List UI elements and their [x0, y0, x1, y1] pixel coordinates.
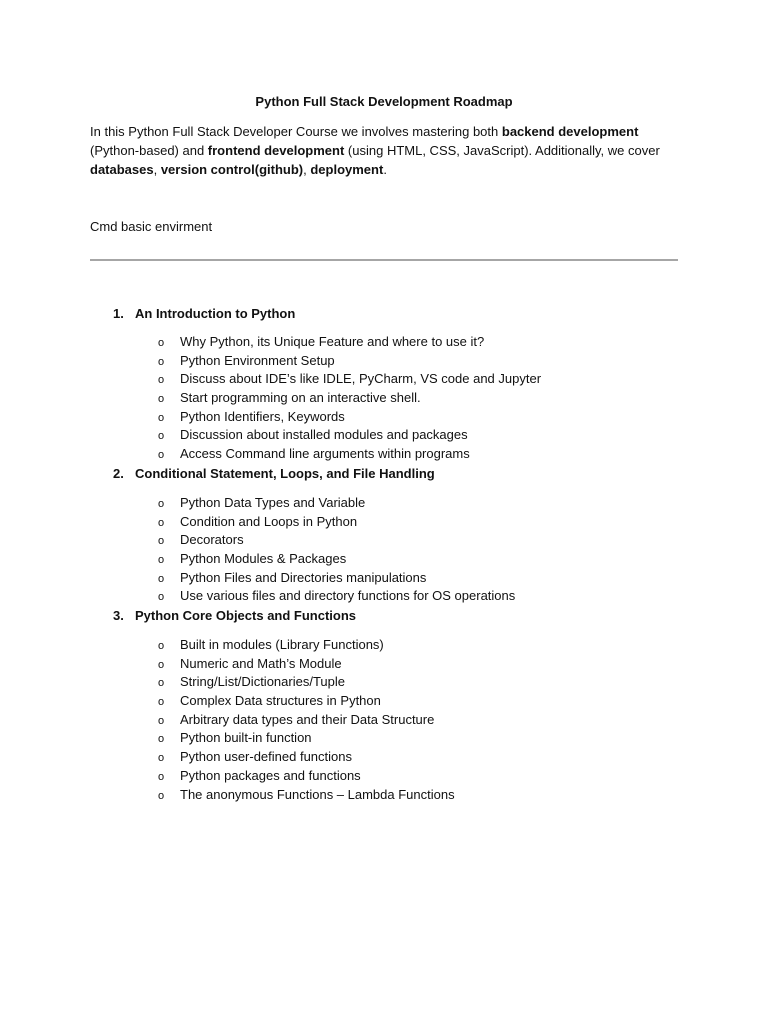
- bullet-circle-icon: o: [158, 498, 165, 510]
- bullet-circle-icon: o: [158, 393, 165, 406]
- list-item: [158, 550, 515, 569]
- intro-text: .: [383, 162, 387, 177]
- section-bullet-list: [158, 494, 515, 606]
- list-item-text: Discuss about IDE’s like IDLE, PyCharm, VS code and Jupyter: [180, 371, 542, 387]
- bullet-circle-icon: o: [158, 535, 165, 548]
- list-item-text: Access Command line arguments within programs: [180, 446, 470, 462]
- list-item: [158, 673, 455, 692]
- list-item-text: Python Environment Setup: [180, 352, 335, 368]
- list-item: [158, 426, 541, 445]
- bullet-circle-icon: o: [158, 752, 165, 765]
- list-item: [158, 352, 541, 371]
- list-item-text: Discussion about installed modules and packages: [180, 427, 468, 443]
- list-item: [158, 636, 455, 655]
- list-item-text: Why Python, its Unique Feature and where to use it?: [180, 334, 485, 349]
- section-number: 3.: [113, 608, 124, 623]
- list-item-text: Arbitrary data types and their Data Structure: [180, 711, 435, 727]
- list-item: [158, 333, 541, 352]
- list-item: [158, 389, 541, 408]
- section-bullet-list: [158, 333, 541, 464]
- bullet-circle-icon: o: [158, 572, 165, 585]
- intro-bold-backend: backend development: [501, 124, 639, 139]
- intro-bold-frontend: frontend development: [207, 143, 345, 158]
- section-title: An Introduction to Python: [135, 306, 296, 321]
- list-item: [158, 767, 455, 786]
- list-item-text: Python Files and Directories manipulations: [180, 569, 427, 585]
- list-item: [158, 587, 515, 606]
- list-item: [158, 729, 455, 748]
- list-item-text: Python Identifiers, Keywords: [180, 408, 345, 424]
- bullet-circle-icon: o: [158, 516, 165, 529]
- horizontal-divider: [90, 259, 678, 261]
- list-item: [158, 531, 515, 550]
- list-item: [158, 655, 455, 674]
- section-number: 2.: [113, 466, 124, 481]
- list-item-text: Decorators: [180, 532, 244, 548]
- bullet-circle-icon: o: [158, 449, 165, 462]
- list-item-text: The anonymous Functions – Lambda Functions: [180, 786, 455, 802]
- list-item-text: Condition and Loops in Python: [180, 513, 358, 529]
- section-heading: [113, 305, 295, 323]
- bullet-circle-icon: o: [158, 714, 165, 727]
- list-item-text: Python packages and functions: [180, 767, 361, 783]
- bullet-circle-icon: o: [158, 770, 165, 783]
- document-title: Python Full Stack Development Roadmap: [255, 94, 513, 109]
- bullet-circle-icon: o: [158, 374, 165, 387]
- bullet-circle-icon: o: [158, 337, 165, 349]
- intro-paragraph: [90, 122, 678, 179]
- bullet-circle-icon: o: [158, 355, 165, 368]
- section-heading: [113, 607, 356, 625]
- list-item: [158, 786, 455, 805]
- list-item-text: Use various files and directory functions for OS operations: [180, 588, 516, 604]
- list-item: [158, 513, 515, 532]
- list-item-text: Python Data Types and Variable: [180, 495, 366, 510]
- list-item-text: Python Modules & Packages: [180, 551, 347, 567]
- list-item-text: Built in modules (Library Functions): [180, 637, 384, 652]
- list-item-text: String/List/Dictionaries/Tuple: [180, 674, 345, 690]
- list-item: [158, 408, 541, 427]
- bullet-circle-icon: o: [158, 640, 165, 652]
- bullet-circle-icon: o: [158, 591, 165, 604]
- list-item-text: Start programming on an interactive shell.: [180, 390, 421, 406]
- intro-bold-version-control: version control(github): [160, 162, 304, 177]
- bullet-circle-icon: o: [158, 430, 165, 443]
- intro-bold-deployment: deployment: [310, 162, 384, 177]
- intro-bold-databases: databases: [90, 162, 154, 177]
- bullet-circle-icon: o: [158, 411, 165, 424]
- bullet-circle-icon: o: [158, 658, 165, 671]
- section-title: Conditional Statement, Loops, and File Handling: [135, 466, 435, 481]
- intro-text: ,: [153, 162, 161, 177]
- section-title: Python Core Objects and Functions: [135, 608, 357, 623]
- list-item-text: Numeric and Math’s Module: [180, 655, 342, 671]
- list-item-text: Python user-defined functions: [180, 749, 352, 765]
- bullet-circle-icon: o: [158, 789, 165, 802]
- bullet-circle-icon: o: [158, 733, 165, 746]
- intro-text: In this Python Full Stack Developer Course we involves mastering both: [90, 124, 502, 139]
- list-item: [158, 748, 455, 767]
- list-item: [158, 569, 515, 588]
- section-bullet-list: [158, 636, 455, 804]
- intro-text: (using HTML, CSS, JavaScript). Additionally, we cover: [344, 143, 660, 158]
- intro-text: (Python-based) and: [90, 143, 208, 158]
- bullet-circle-icon: o: [158, 554, 165, 567]
- cmd-line: Cmd basic envirment: [90, 219, 213, 234]
- list-item: [158, 370, 541, 389]
- list-item: [158, 445, 541, 464]
- list-item: [158, 494, 515, 513]
- intro-text: ,: [303, 162, 311, 177]
- list-item: [158, 692, 455, 711]
- section-heading: [113, 465, 435, 483]
- list-item-text: Python built-in function: [180, 730, 312, 746]
- bullet-circle-icon: o: [158, 677, 165, 690]
- section-number: 1.: [113, 306, 124, 321]
- bullet-circle-icon: o: [158, 696, 165, 709]
- list-item: [158, 711, 455, 730]
- list-item-text: Complex Data structures in Python: [180, 693, 381, 709]
